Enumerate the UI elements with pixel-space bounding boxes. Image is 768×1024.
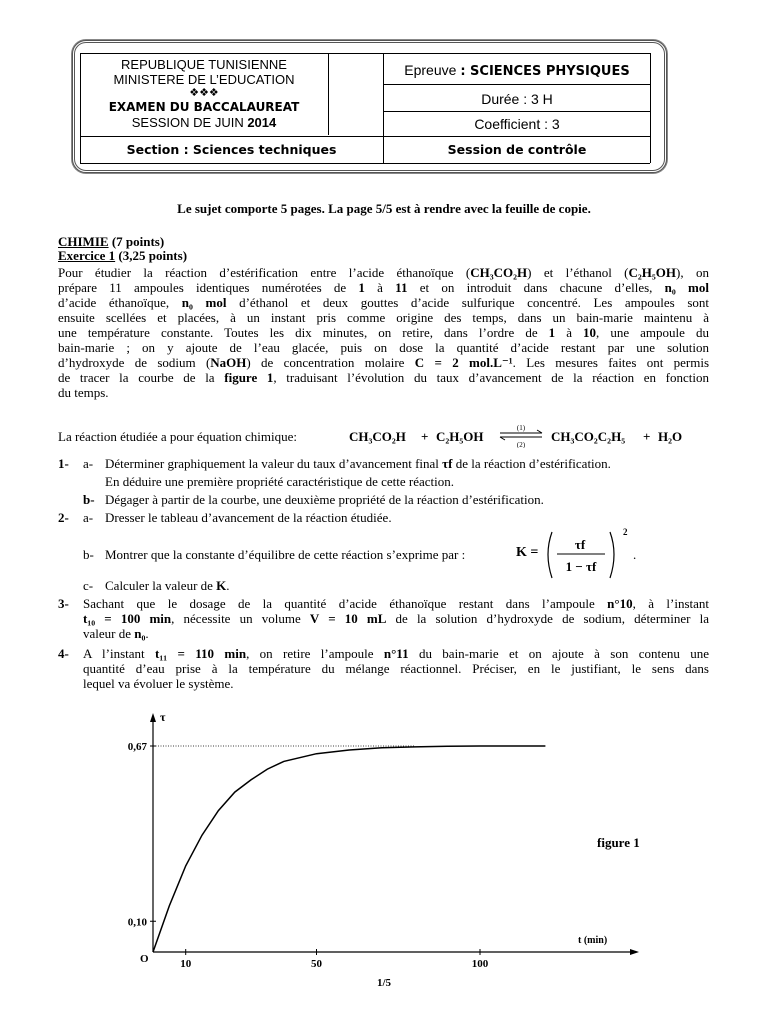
- intro-paragraph: Pour étudier la réaction d’estérification entre l’acide éthanoïque (CH₃CO₂H) et l’éthanol (C₂H₅OH), on prépare 11 ampoules identiques numérotées de 1 à 11 et on introduit dans chacune d’elles, n₀ mol d’acide éthanoïque, n₀ mol d’éthanol et deux gouttes d’acide sulfurique concentré. Les ampoules sont ensuite scellées et placées, à un instant pris comme origine des temps, dans un bain-marie maintenu à une température constante. Toutes les dix minutes, on retire, dans l’ordre de 1 à 10, une ampoule du bain-marie ; on y ajoute de l’eau glacée, puis on dose la quantité d’acide restant par une solution d’hydroxyde de sodium (NaOH) de concentration molaire C = 2 mol.L⁻¹. Les mesures faites ont permis de tracer la courbe de la figure 1, traduisant l’évolution du taux d’avancement de la réaction en fonction du temps.: [58, 265, 710, 400]
- question-1b-label: b-: [83, 492, 95, 507]
- equation-reactant-acid: CH₃CO₂H: [349, 429, 406, 444]
- question-2c-text: Calculer la valeur de K.: [105, 578, 230, 593]
- header-line-1: [383, 84, 650, 85]
- question-4-text: A l’instant t₁₁ = 110 min, on retire l’ampoule n°11 du bain-marie et on ajoute à son contenu une quantité d’eau prise à la température du mélange réactionnel. Préciser, en le justifiant, le sens dans lequel va évoluer le système.: [83, 646, 709, 691]
- svg-text:K =: K =: [516, 545, 539, 560]
- header-session-type: Session de contrôle: [447, 142, 587, 157]
- header-duree: Durée : 3 H: [481, 91, 553, 107]
- question-2a-label: a-: [83, 510, 94, 525]
- header-ministry-block: [80, 53, 329, 135]
- question-4-number: 4-: [58, 646, 69, 661]
- header-line-3: [80, 136, 650, 137]
- svg-text:(2): (2): [516, 441, 526, 448]
- y-tick-067-label: 0,67: [127, 741, 147, 753]
- x-tick-100-label: 100: [471, 958, 489, 970]
- equation-plus-2: +: [643, 429, 651, 444]
- header-right-line: [650, 53, 651, 163]
- header-ministry: MINISTERE DE L’EDUCATION: [113, 72, 295, 87]
- svg-text:(1): (1): [516, 424, 526, 432]
- svg-text:2: 2: [623, 527, 628, 537]
- svg-text:τf: τf: [574, 537, 586, 552]
- question-1a-text-2: En déduire une première propriété caractéristique de cette réaction.: [105, 474, 455, 489]
- question-2c-label: c-: [83, 578, 94, 593]
- question-2b-label: b-: [83, 547, 94, 562]
- equation-plus-1: +: [421, 429, 429, 444]
- question-3-text: Sachant que le dosage de la quantité d’acide éthanoïque restant dans l’ampoule n°10, à l’instant t₁₀ = 100 min, nécessite un volume V = 10 mL de la solution d’hydroxyde de sodium, déterminer la valeur de n₀.: [83, 596, 710, 641]
- equation-intro: La réaction étudiée a pour équation chimique:: [58, 429, 297, 444]
- question-2-number: 2-: [58, 510, 69, 525]
- header-bottom-line: [80, 163, 650, 164]
- header-session: SESSION DE JUIN 2014: [131, 115, 277, 130]
- question-2a-text: Dresser le tableau d’avancement de la réaction étudiée.: [105, 510, 392, 525]
- equilibrium-constant-formula: [512, 524, 642, 584]
- header-line-2: [383, 111, 650, 112]
- equation-reactant-alcohol: C₂H₅OH: [436, 429, 484, 444]
- intro-note: Le sujet comporte 5 pages. La page 5/5 est à rendre avec la feuille de copie.: [177, 201, 591, 216]
- y-axis-label: τ: [160, 710, 166, 724]
- x-axis-label: t (min): [578, 935, 608, 946]
- chimie-heading: CHIMIE (7 points): [58, 234, 165, 249]
- header-country: REPUBLIQUE TUNISIENNE: [121, 57, 287, 72]
- svg-text:.: .: [633, 547, 637, 562]
- y-tick-010-label: 0,10: [127, 916, 147, 929]
- equilibrium-arrow: [497, 422, 545, 448]
- svg-text:1 − τf: 1 − τf: [565, 559, 597, 574]
- header-exam: EXAMEN DU BACCALAUREAT: [108, 100, 300, 114]
- question-1a-text: Déterminer graphiquement la valeur du taux d’avancement final τf de la réaction d’estérification.: [105, 456, 611, 471]
- header-top-line: [80, 53, 650, 54]
- equation-product-water: H₂O: [658, 429, 683, 444]
- y-axis-arrow: [150, 713, 156, 722]
- question-2b-text: Montrer que la constante d’équilibre de cette réaction s’exprime par :: [105, 547, 466, 562]
- header-epreuve: Epreuve : SCIENCES PHYSIQUES: [404, 62, 630, 79]
- header-section: Section : Sciences techniques: [126, 142, 337, 157]
- figure-label: figure 1: [597, 835, 640, 850]
- origin-label: O: [140, 953, 149, 965]
- question-1-number: 1-: [58, 456, 69, 471]
- equation-product-ester: CH₃CO₂C₂H₅: [551, 429, 626, 444]
- tau-curve: [153, 746, 545, 952]
- figure-1-chart: [100, 705, 660, 975]
- page-number: 1/5: [376, 977, 392, 989]
- x-axis-arrow: [630, 949, 639, 955]
- question-1b-text: Dégager à partir de la courbe, une deuxième propriété de la réaction d’estérification.: [105, 492, 544, 507]
- exercice-heading: Exercice 1 (3,25 points): [58, 248, 188, 263]
- question-1a-label: a-: [83, 456, 94, 471]
- x-tick-10-label: 10: [180, 958, 192, 970]
- question-3-number: 3-: [58, 596, 69, 611]
- header-coefficient: Coefficient : 3: [474, 116, 560, 132]
- header-ornament: ❖❖❖: [189, 87, 219, 99]
- x-tick-50-label: 50: [311, 958, 322, 970]
